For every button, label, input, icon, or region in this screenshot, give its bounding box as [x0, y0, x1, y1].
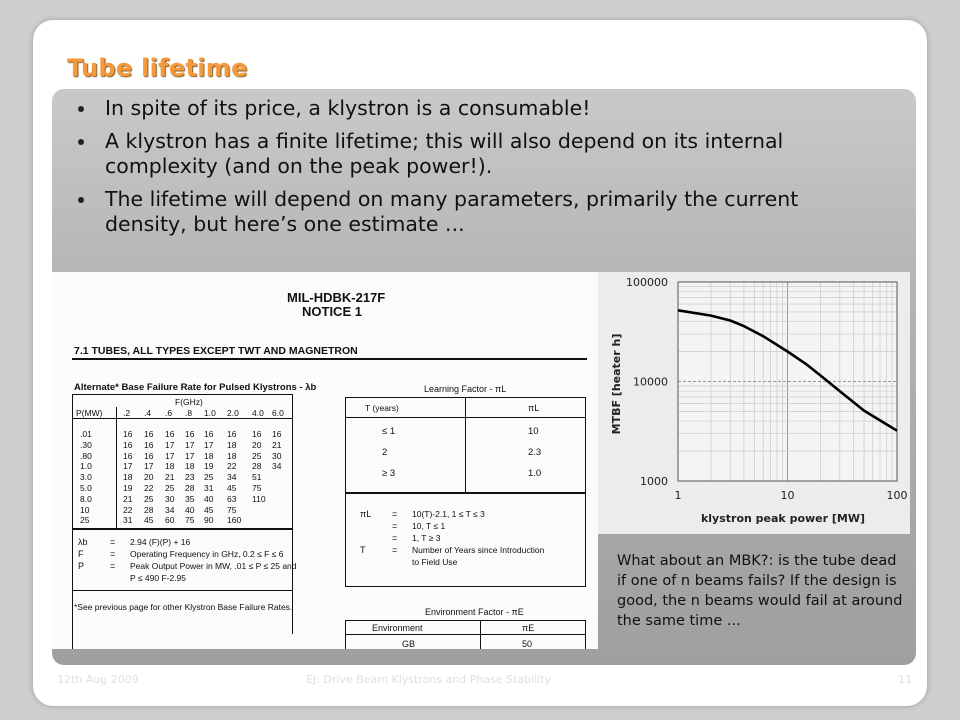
- doc-header-1: MIL-HDBK-217F: [287, 290, 386, 305]
- table1-header-rule: [72, 418, 293, 419]
- learning-formula-text: Number of Years since Introduction: [412, 545, 545, 555]
- table1-cell: 30: [272, 450, 282, 461]
- x-tick-label: 10: [780, 489, 795, 502]
- footer-page-number: 11: [898, 673, 912, 686]
- learning-col-header: πL: [528, 403, 540, 413]
- environment-border-right: [585, 620, 586, 649]
- environment-cell: 50: [522, 639, 533, 649]
- formula-text: Peak Output Power in MW, .01 ≤ P ≤ 25 and: [130, 561, 297, 571]
- environment-header-rule: [345, 634, 585, 635]
- table1-cell: 16: [272, 429, 282, 439]
- table1-cell: 25: [80, 515, 90, 526]
- bullet-item: [76, 96, 886, 121]
- learning-formula-text: to Field Use: [412, 557, 458, 567]
- table1-cell: 31: [204, 483, 214, 493]
- learning-formula-equals: =: [392, 533, 398, 543]
- table1-cell: 34: [227, 472, 237, 483]
- learning-cell: 2.3: [528, 447, 542, 458]
- handbook-scan: [52, 272, 598, 649]
- table1-cell: .30: [80, 439, 92, 450]
- doc-section-title: 7.1 TUBES, ALL TYPES EXCEPT TWT AND MAGNETRON: [74, 345, 358, 357]
- table1-cell: 45: [144, 515, 154, 526]
- doc-rule: [72, 358, 587, 360]
- table1-col-header: P(MW): [76, 408, 103, 418]
- table1-cell: 18: [165, 461, 175, 472]
- table1-cell: 22: [123, 504, 133, 515]
- table1-cell: 28: [185, 483, 195, 493]
- mtbf-chart-svg: [598, 272, 910, 534]
- table1-cell: 75: [252, 483, 262, 493]
- table1-cell: 45: [227, 483, 237, 493]
- table1-cell: 19: [123, 483, 133, 493]
- mbk-note: What about an MBK?: is the tube dead if one of n beams fails? If the design is good, the n beams would fail at around the same time ...: [617, 553, 903, 629]
- table1-cell: 17: [185, 450, 195, 461]
- table1-cell: 23: [185, 472, 195, 483]
- bullet-list: [76, 96, 886, 245]
- table1-cell: 16: [185, 429, 195, 439]
- table1-cell: 30: [165, 493, 175, 504]
- learning-formula-symbol: πL: [360, 509, 372, 519]
- environment-col-header: Environment: [372, 623, 423, 633]
- learning-formula-text: 10(T)-2.1, 1 ≤ T ≤ 3: [412, 509, 485, 519]
- table1-cell: 16: [144, 429, 154, 439]
- learning-formula-text: 10, T ≤ 1: [412, 521, 446, 531]
- table1-cell: 1.0: [80, 461, 92, 472]
- table1-border-right: [292, 394, 293, 634]
- learning-formula-equals: =: [392, 509, 398, 519]
- table1-cell: 34: [272, 461, 282, 472]
- bullet-text: A klystron has a finite lifetime; this will also depend on its internal complexity (and on the peak power!).: [105, 129, 784, 178]
- slide-title: Tube lifetime: [67, 54, 248, 82]
- table1-cell: 19: [204, 461, 214, 472]
- learning-col-header: T (years): [365, 403, 399, 413]
- table1-col-header: .6: [165, 408, 173, 418]
- bullet-dot-icon: [78, 106, 84, 112]
- learning-formula-equals: =: [392, 545, 398, 555]
- table1-cell: 40: [204, 493, 214, 504]
- table1-cell: 10: [80, 504, 90, 515]
- table1-cell: 16: [144, 439, 154, 450]
- table1-border-left: [72, 394, 73, 649]
- table1-cell: 16: [252, 429, 262, 439]
- table1-cell: 21: [272, 439, 282, 450]
- table1-cell: 16: [123, 450, 133, 461]
- table1-cell: 20: [252, 439, 262, 450]
- table1-col-header: 1.0: [204, 408, 216, 418]
- table1-cell: 17: [165, 450, 175, 461]
- table1-cell: 16: [123, 439, 133, 450]
- table1-cell: 40: [185, 504, 195, 515]
- doc-header-2: NOTICE 1: [302, 304, 362, 319]
- x-tick-label: 1: [674, 489, 682, 502]
- learning-formula-text: 1, T ≥ 3: [412, 533, 441, 543]
- table1-cell: 21: [123, 493, 133, 504]
- mtbf-chart: [598, 272, 910, 534]
- formula-text: Operating Frequency in GHz, 0.2 ≤ F ≤ 6: [130, 549, 284, 559]
- table1-cell: .80: [80, 450, 92, 461]
- table1-cell: 28: [144, 504, 154, 515]
- table1-col-header: 2.0: [227, 408, 239, 418]
- table1-col-header: .2: [123, 408, 131, 418]
- table1-cell: 60: [165, 515, 175, 526]
- table1-cell: 17: [165, 439, 175, 450]
- bullet-text: The lifetime will depend on many parameters, primarily the current density, but here’s one estimate ...: [105, 187, 799, 236]
- table1-cell: 28: [252, 461, 262, 472]
- table1-cell: 25: [144, 493, 154, 504]
- learning-cell: ≥ 3: [382, 468, 396, 479]
- table1-cell: 16: [204, 429, 214, 439]
- table1-cell: 22: [227, 461, 237, 472]
- table1-cell: 18: [227, 450, 237, 461]
- learning-table-bottom: [345, 492, 585, 494]
- learning-cell: 1.0: [528, 468, 542, 479]
- table1-cell: 45: [204, 504, 214, 515]
- formula-symbol: λb: [78, 537, 88, 547]
- learning-cell: ≤ 1: [382, 426, 396, 437]
- formula-equals: =: [110, 549, 116, 559]
- formula-text: 2.94 (F)(P) + 16: [130, 537, 191, 547]
- y-tick-label: 100000: [626, 276, 668, 289]
- table1-cell: 110: [252, 493, 266, 504]
- learning-caption: Learning Factor - πL: [424, 384, 507, 394]
- table1-cell: 21: [165, 472, 175, 483]
- table1-cell: 16: [123, 429, 133, 439]
- learning-cell: 2: [382, 447, 388, 458]
- table1-cell: 18: [185, 461, 195, 472]
- table1-cell: 3.0: [80, 472, 92, 483]
- table1-col-rule: [116, 407, 117, 528]
- formula-symbol: F: [78, 549, 84, 559]
- environment-border-top: [345, 620, 585, 621]
- freq-header: F(GHz): [175, 397, 203, 407]
- learning-formula-symbol: T: [360, 545, 366, 555]
- bullet-item: [76, 187, 886, 237]
- learning-header-rule: [345, 417, 585, 418]
- x-axis-label: klystron peak power [MW]: [700, 512, 866, 525]
- table1-cell: 18: [123, 472, 133, 483]
- table1-cell: 22: [144, 483, 154, 493]
- table1-cell: 90: [204, 515, 214, 526]
- table1-col-header: 6.0: [272, 408, 284, 418]
- formula-equals: =: [110, 537, 116, 547]
- table1-caption: Alternate* Base Failure Rate for Pulsed Klystrons - λb: [74, 382, 317, 393]
- table1-cell: 25: [252, 450, 262, 461]
- learning-cell: 10: [528, 426, 539, 437]
- table1-cell: 160: [227, 515, 242, 526]
- x-tick-label: 100: [886, 489, 908, 502]
- table1-cell: 17: [185, 439, 195, 450]
- learning-formula-equals: =: [392, 521, 398, 531]
- table1-cell: 63: [227, 493, 237, 504]
- table1-cell: 16: [165, 429, 175, 439]
- table1-cell: 20: [144, 472, 154, 483]
- table1-cell: 18: [227, 439, 237, 450]
- table1-cell: 75: [227, 504, 237, 515]
- table1-cell: 34: [165, 504, 175, 515]
- learning-col-rule: [465, 397, 466, 492]
- footer-date: 12th Aug 2009: [57, 673, 139, 686]
- table1-cell: 25: [165, 483, 175, 493]
- learning-border-bottom: [345, 586, 585, 587]
- table1-cell: 51: [252, 472, 262, 483]
- formula-symbol: P: [78, 561, 85, 571]
- table1-cell: 31: [123, 515, 133, 526]
- table1-cell: 18: [204, 450, 214, 461]
- table1-cell: 16: [144, 450, 154, 461]
- table1-cell: 17: [144, 461, 154, 472]
- table1-col-header: .8: [185, 408, 193, 418]
- bullet-item: [76, 129, 886, 179]
- table1-cell: 35: [185, 493, 195, 504]
- grid-lines: [678, 282, 897, 481]
- bullet-dot-icon: [78, 139, 84, 145]
- learning-border-right: [585, 397, 586, 587]
- table1-cell: 25: [204, 472, 214, 483]
- table1-col-header: .4: [144, 408, 152, 418]
- table1-cell: 17: [123, 461, 133, 472]
- bullet-text: In spite of its price, a klystron is a consumable!: [105, 96, 591, 120]
- formula-equals: =: [110, 561, 116, 571]
- table1-cell: 17: [204, 439, 214, 450]
- environment-caption: Environment Factor - πE: [425, 607, 524, 617]
- table1-cell: 16: [227, 429, 237, 439]
- table1-cell: 5.0: [80, 483, 92, 493]
- environment-cell: GB: [402, 639, 416, 649]
- table1-formula-rule: [72, 590, 293, 591]
- environment-col-header: πE: [522, 623, 535, 633]
- table1-border-bottom: [72, 528, 293, 530]
- y-tick-label: 10000: [633, 375, 668, 389]
- formula-text: P ≤ 490 F-2.95: [130, 573, 187, 583]
- footer-title: EJ: Drive Beam Klystrons and Phase Stability: [306, 673, 552, 686]
- table1-col-header: 4.0: [252, 408, 264, 418]
- bullet-dot-icon: [78, 197, 84, 203]
- table1-border-top: [72, 394, 293, 395]
- y-tick-label: 1000: [640, 475, 668, 488]
- y-axis-label: MTBF [heater h]: [610, 333, 623, 435]
- table1-cell: .01: [80, 429, 92, 439]
- table1-footnote: *See previous page for other Klystron Base Failure Rates.: [74, 602, 293, 612]
- table1-cell: 75: [185, 515, 195, 526]
- table1-cell: 8.0: [80, 493, 92, 504]
